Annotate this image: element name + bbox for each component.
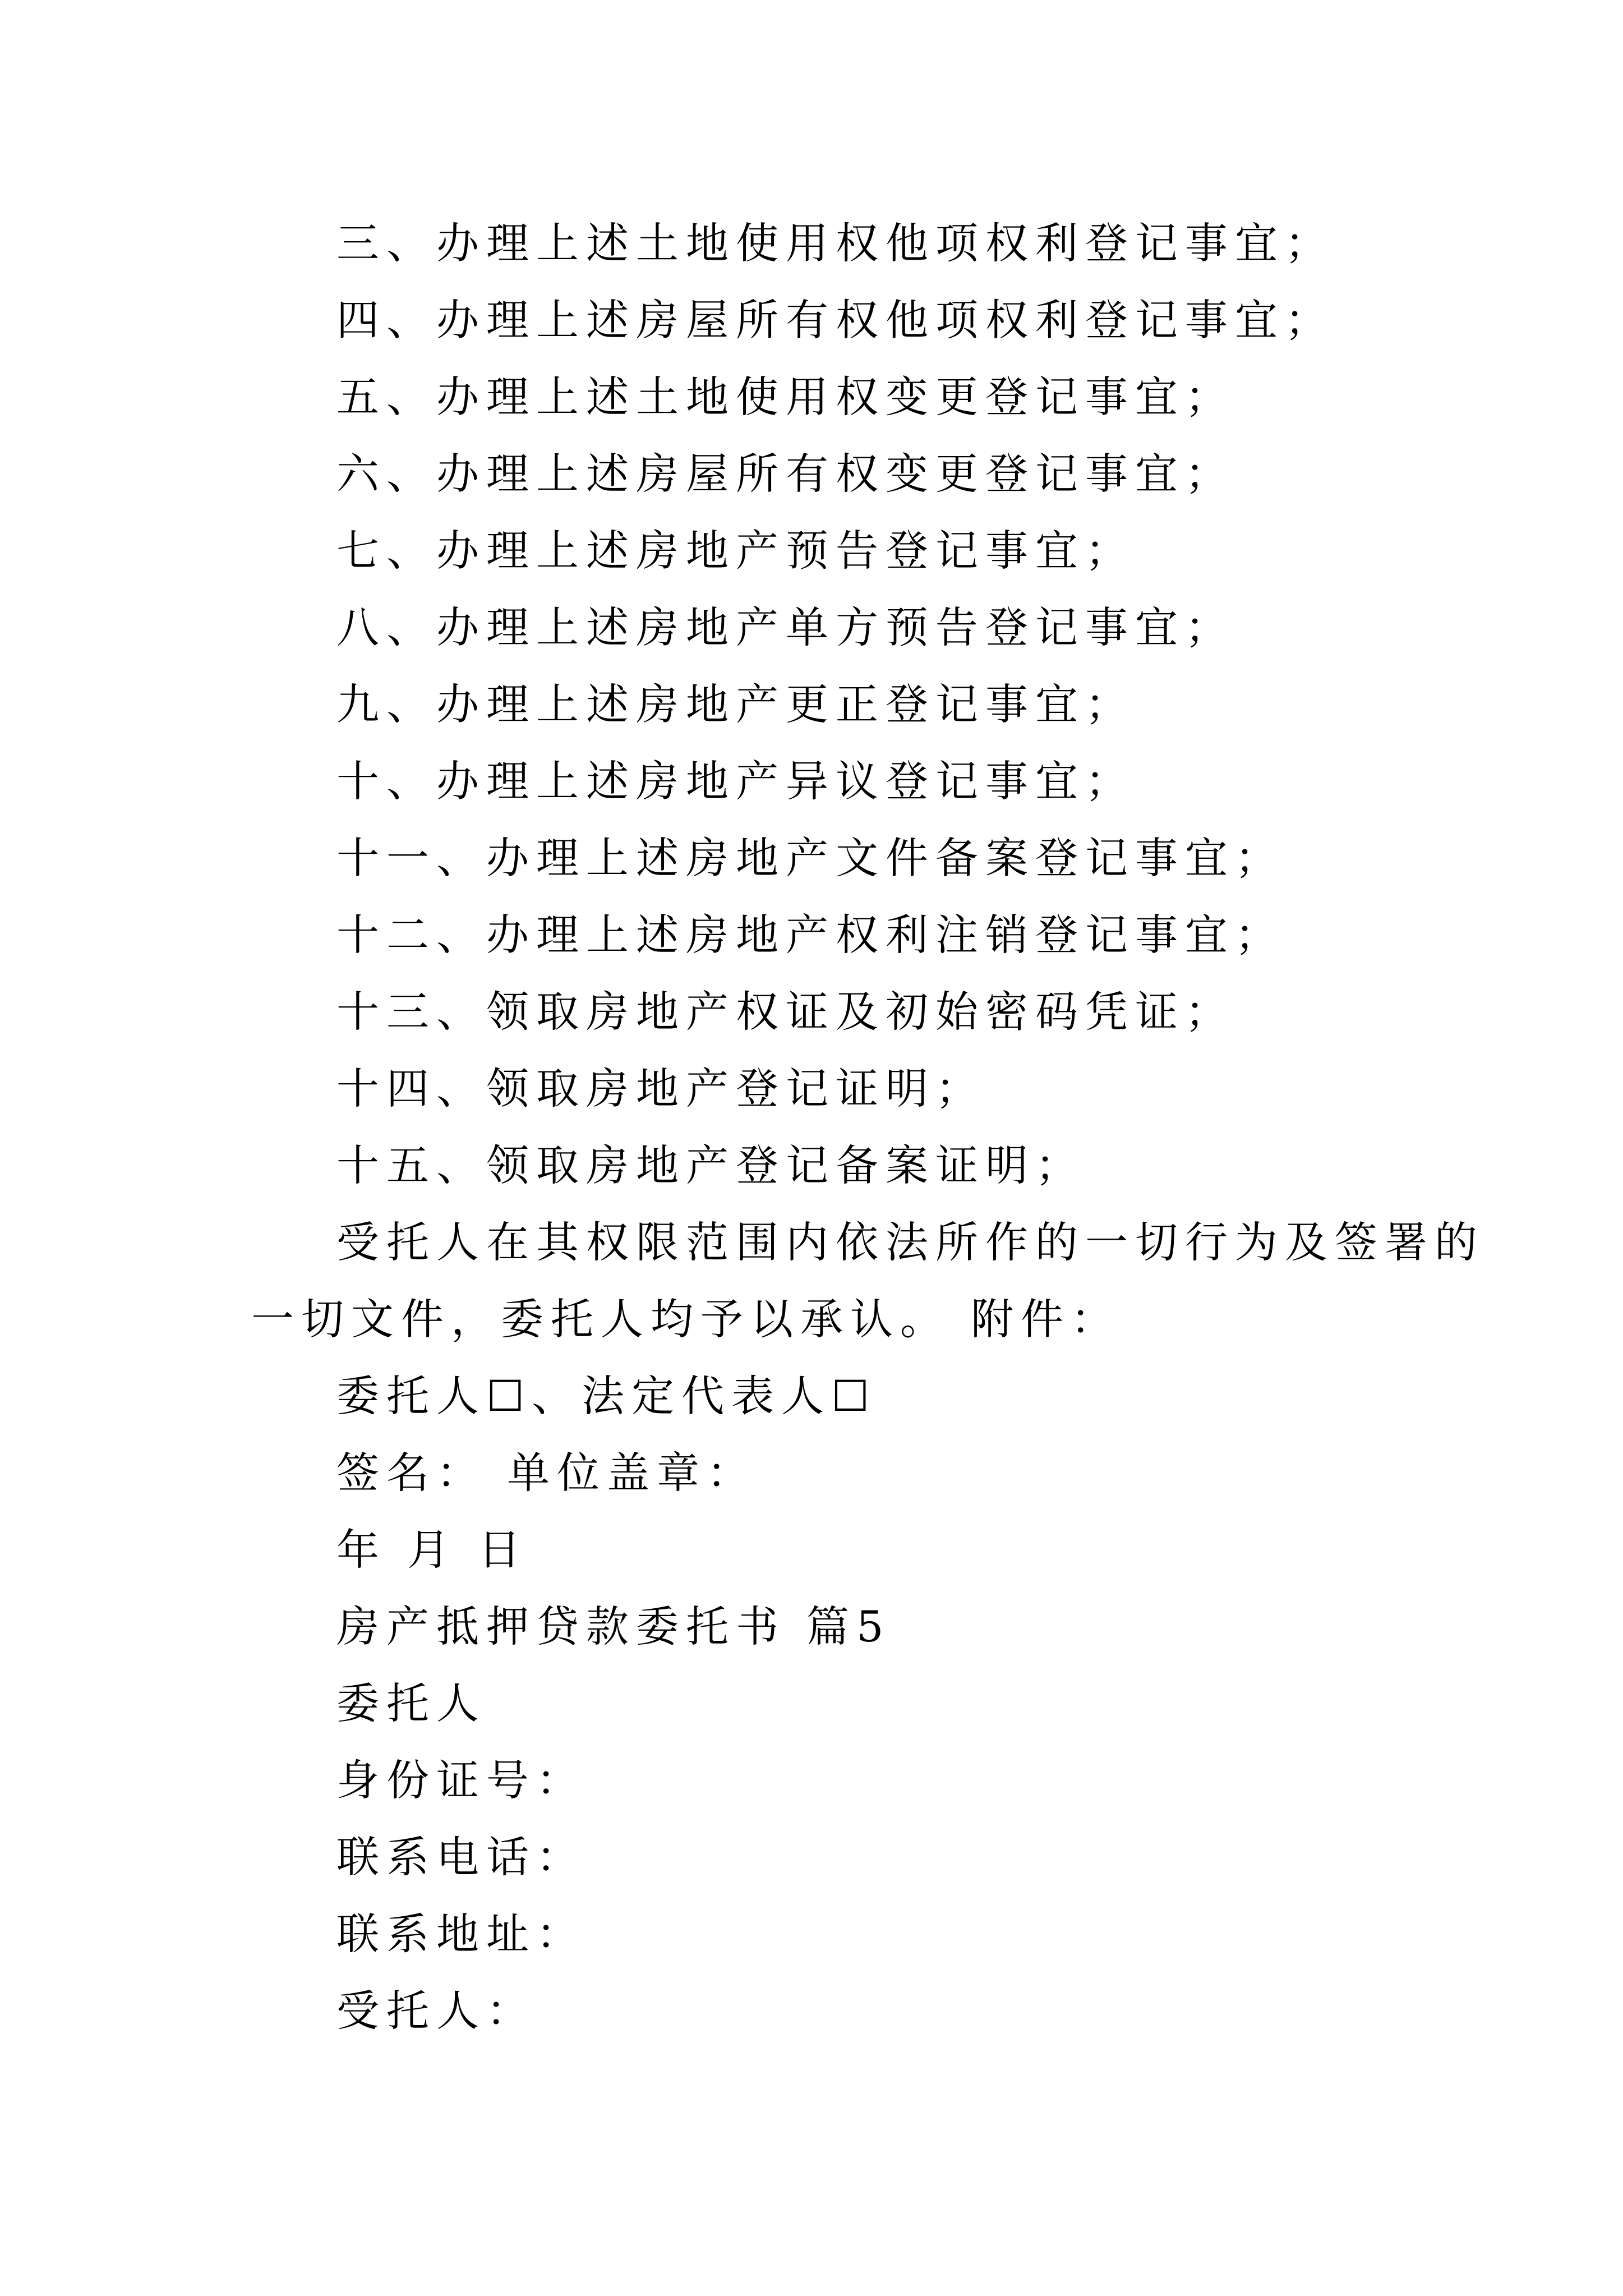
list-item: 十一、办理上述房地产文件备案登记事宜；	[336, 833, 1285, 883]
list-item: 八、办理上述房地产单方预告登记事宜；	[336, 602, 1235, 652]
list-item: 九、办理上述房地产更正登记事宜；	[336, 679, 1135, 729]
list-item: 十、办理上述房地产异议登记事宜；	[336, 756, 1135, 806]
list-item: 七、办理上述房地产预告登记事宜；	[336, 526, 1135, 576]
list-item: 四、办理上述房屋所有权他项权利登记事宜；	[336, 295, 1335, 345]
list-item: 十四、领取房地产登记证明；	[336, 1064, 985, 1114]
acknowledgement-line-1: 受托人在其权限范围内依法所作的一切行为及签署的	[336, 1217, 1484, 1267]
signature-line: 签名： 单位盖章：	[336, 1448, 757, 1498]
list-item: 五、办理上述土地使用权变更登记事宜；	[336, 372, 1235, 422]
form-field-label: 联系电话：	[336, 1832, 586, 1882]
list-item: 六、办理上述房屋所有权变更登记事宜；	[336, 449, 1235, 499]
list-item: 十五、领取房地产登记备案证明；	[336, 1140, 1085, 1190]
list-item: 十二、办理上述房地产权利注销登记事宜；	[336, 910, 1285, 960]
principal-options: 委托人☐、法定代表人☐	[336, 1371, 877, 1421]
list-item: 十三、领取房地产权证及初始密码凭证；	[336, 987, 1235, 1037]
form-field-label: 身份证号：	[336, 1755, 586, 1805]
form-field-label: 委托人	[336, 1678, 486, 1728]
date-line: 年 月 日	[336, 1525, 528, 1575]
list-item: 三、办理上述土地使用权他项权利登记事宜；	[336, 218, 1335, 268]
acknowledgement-line-2: 一切文件，委托人均予以承认。 附件：	[251, 1294, 1121, 1344]
form-field-label: 联系地址：	[336, 1909, 586, 1959]
form-field-label: 受托人：	[336, 1986, 536, 2036]
document-body	[251, 205, 1484, 2049]
section-title: 房产抵押贷款委托书 篇5	[336, 1602, 891, 1651]
